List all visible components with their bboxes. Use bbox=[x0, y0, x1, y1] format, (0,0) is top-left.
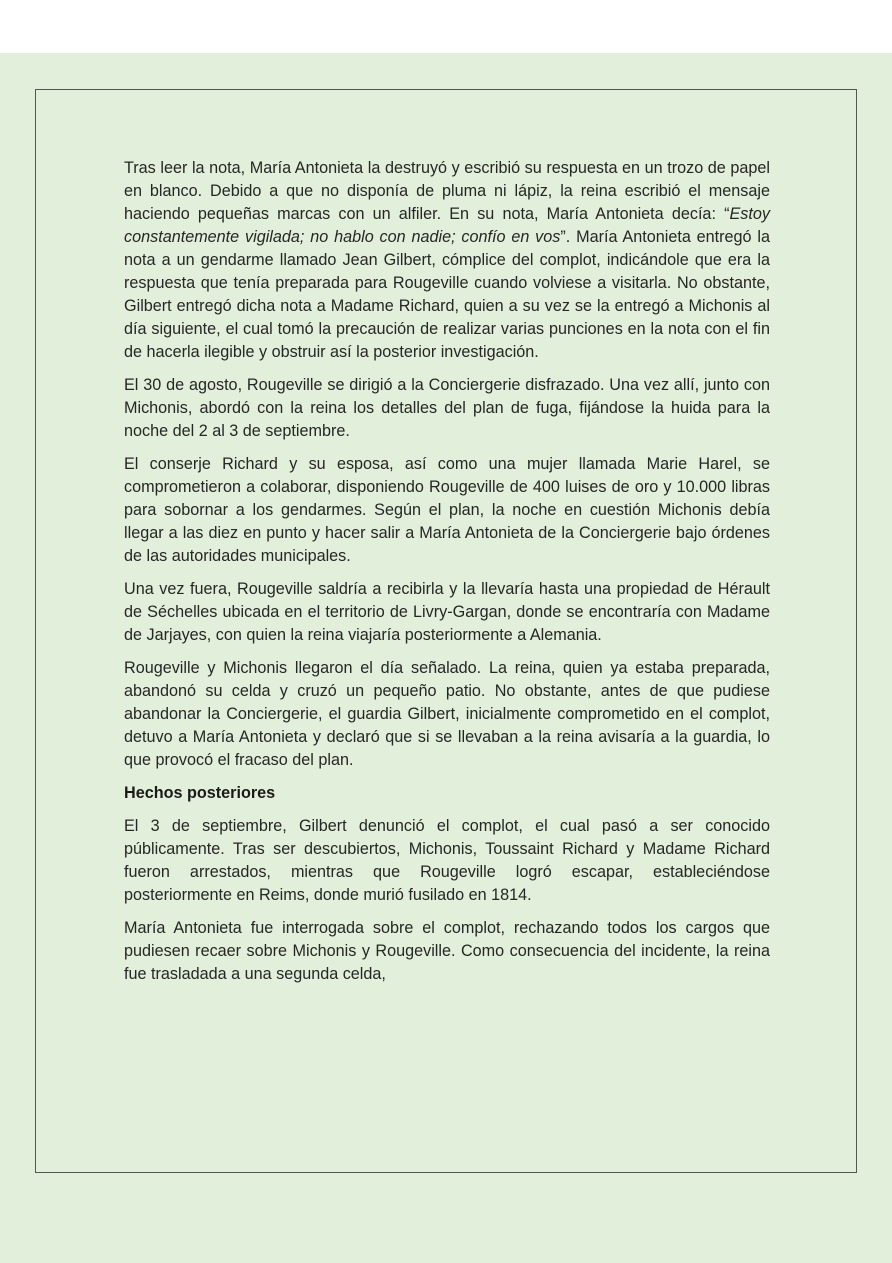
quote-text: Estoy constantemente vigilada; no hablo con nadie; confío en vos bbox=[124, 205, 770, 246]
paragraph-escape-route: Una vez fuera, Rougeville saldría a recibirla y la llevaría hasta una propiedad de Hérault de Séchelles ubicada en el territorio de Livry-Gargan, donde se encontraría con Madame de Jarjayes, con quien la reina viajaría posteriormente a Alemania. bbox=[124, 580, 770, 644]
paragraph-interrogation: María Antonieta fue interrogada sobre el complot, rechazando todos los cargos que pudiesen recaer sobre Michonis y Rougeville. Como consecuencia del incidente, la reina fue trasladada a una segunda celda, bbox=[124, 919, 770, 983]
paragraph-text: ”. María Antonieta entregó la nota a un gendarme llamado Jean Gilbert, cómplice del complot, indicándole que era la respuesta que tenía preparada para Rougeville cuando volviese a visitarla. No obstante, Gilbert entregó dicha nota a Madame Richard, quien a su vez se la entregó a Michonis al día siguiente, el cual tomó la precaución de realizar varias punciones en la nota con el fin de hacerla ilegible y obstruir así la posterior investigación. bbox=[124, 228, 770, 361]
section-heading: Hechos posteriores bbox=[124, 784, 276, 802]
paragraph-text: Tras leer la nota, María Antonieta la destruyó y escribió su respuesta en un trozo de papel en blanco. Debido a que no disponía de pluma ni lápiz, la reina escribió el mensaje haciendo pequeñas marcas con un alfiler. En su nota, María Antonieta decía: “ bbox=[124, 159, 770, 223]
paragraph-note-response bbox=[124, 157, 770, 364]
paragraph-denunciation: El 3 de septiembre, Gilbert denunció el complot, el cual pasó a ser conocido públicamente. Tras ser descubiertos, Michonis, Toussaint Richard y Madame Richard fueron arrestados, mientras que Rougeville logró escapar, estableciéndose posteriormente en Reims, donde murió fusilado en 1814. bbox=[124, 817, 770, 904]
paragraph-collaborators: El conserje Richard y su esposa, así como una mujer llamada Marie Harel, se comprometieron a colaborar, disponiendo Rougeville de 400 luises de oro y 10.000 libras para sobornar a los gendarmes. Según el plan, la noche en cuestión Michonis debía llegar a las diez en punto y hacer salir a María Antonieta de la Conciergerie bajo órdenes de las autoridades municipales. bbox=[124, 455, 770, 565]
paragraph-august-30: El 30 de agosto, Rougeville se dirigió a la Conciergerie disfrazado. Una vez allí, junto con Michonis, abordó con la reina los detalles del plan de fuga, fijándose la huida para la noche del 2 al 3 de septiembre. bbox=[124, 376, 770, 440]
document-body bbox=[124, 157, 770, 996]
paragraph-plan-failure: Rougeville y Michonis llegaron el día señalado. La reina, quien ya estaba preparada, abandonó su celda y cruzó un pequeño patio. No obstante, antes de que pudiese abandonar la Conciergerie, el guardia Gilbert, inicialmente comprometido en el complot, detuvo a María Antonieta y declaró que si se llevaban a la reina avisaría a la guardia, lo que provocó el fracaso del plan. bbox=[124, 659, 770, 769]
